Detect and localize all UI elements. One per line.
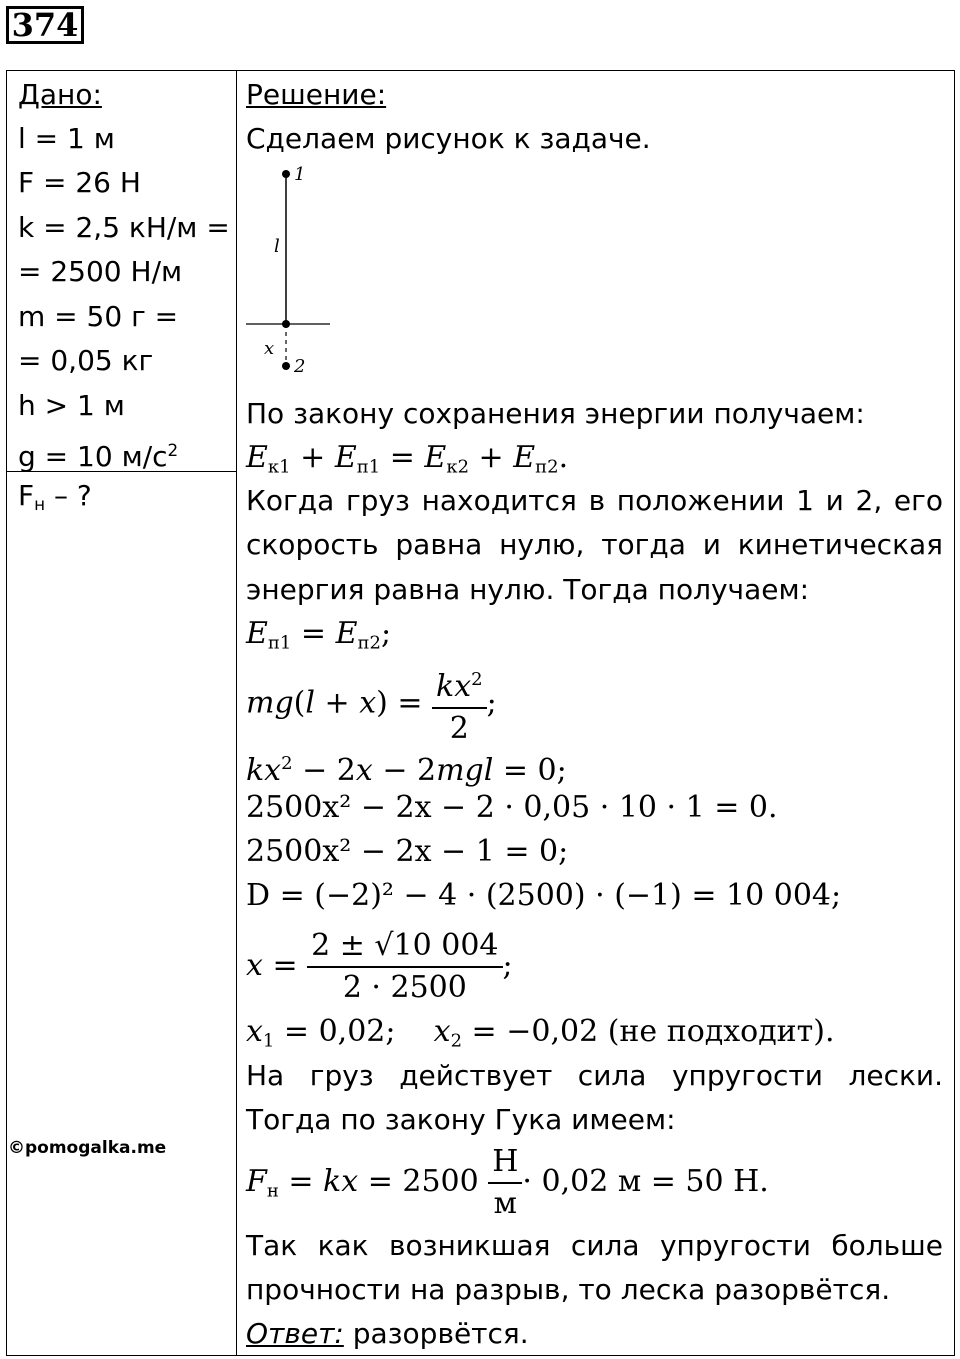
answer-line: Ответ: разорвётся. xyxy=(246,1317,529,1350)
eq-hooke: $F_н$ = kx = 2500 $\frac{Н}{м}$ · 0,02 м = 50 Н. xyxy=(246,1142,769,1224)
given-line: k = 2,5 кН/м = xyxy=(18,211,230,244)
paragraph-line: энергия равна нулю. Тогда получаем: xyxy=(246,573,810,606)
column-divider xyxy=(236,70,237,1356)
eq-roots: $x_1 = 0,02$; $x_2 = -0,02$ (не подходит). xyxy=(246,1014,835,1052)
given-header: Дано: xyxy=(18,78,102,111)
solution-intro: Сделаем рисунок к задаче. xyxy=(246,122,651,155)
paragraph-line: Так как возникшая сила упругости больше xyxy=(246,1229,943,1262)
paragraph-line: скорость равна нулю, тогда и кинетическая xyxy=(246,528,943,561)
eq-mg: mg(l + x) = $\frac{kx^2}{2}$ ; xyxy=(246,660,497,749)
eq-energy: $E_{к1} + E_{п1} = E_{к2} + E_{п2}$. xyxy=(246,440,569,478)
point-2-label: 2 xyxy=(294,356,306,377)
paragraph-line: На груз действует сила упругости лески. xyxy=(246,1059,943,1092)
eq-potential: $E_{п1} = E_{п2}$; xyxy=(246,616,392,654)
given-line: h > 1 м xyxy=(18,389,125,422)
given-line: m = 50 г = xyxy=(18,300,179,333)
pendulum-figure xyxy=(244,160,344,380)
point-2 xyxy=(282,362,290,370)
given-line: = 0,05 кг xyxy=(18,344,154,377)
length-label: l xyxy=(274,236,280,257)
point-equilibrium xyxy=(282,320,290,328)
eq-quadratic-simplified: 2500x² − 2x − 1 = 0; xyxy=(246,834,569,869)
eq-discriminant: D = (−2)² − 4 · (2500) · (−1) = 10 004; xyxy=(246,878,842,913)
given-line: F = 26 Н xyxy=(18,166,141,199)
energy-text: По закону сохранения энергии получаем: xyxy=(246,397,865,430)
given-line: l = 1 м xyxy=(18,122,115,155)
problem-number: 374 xyxy=(6,6,84,44)
point-1-label: 1 xyxy=(294,164,306,185)
given-line: g = 10 $м/с^2$ xyxy=(18,440,179,474)
point-1 xyxy=(282,170,290,178)
paragraph-line: Тогда по закону Гука имеем: xyxy=(246,1103,676,1136)
eq-x-formula: x = $\frac{2 \pm √10 004}{2 \cdot 2500}$ ; xyxy=(246,926,513,1008)
given-line: = 2500 Н/м xyxy=(18,255,183,288)
paragraph-line: прочности на разрыв, то леска разорвётся. xyxy=(246,1273,891,1306)
eq-kx: $kx^2 - 2x - 2mgl = 0$; xyxy=(246,752,567,788)
find-line: $F_н$ – ? xyxy=(18,479,92,515)
watermark: ©pomogalka.me xyxy=(8,1138,167,1158)
x-label: x xyxy=(264,338,275,359)
paragraph-line: Когда груз находится в положении 1 и 2, его xyxy=(246,484,943,517)
solution-header: Решение: xyxy=(246,78,387,111)
eq-quadratic: 2500x² − 2x − 2 · 0,05 · 10 · 1 = 0. xyxy=(246,790,778,825)
